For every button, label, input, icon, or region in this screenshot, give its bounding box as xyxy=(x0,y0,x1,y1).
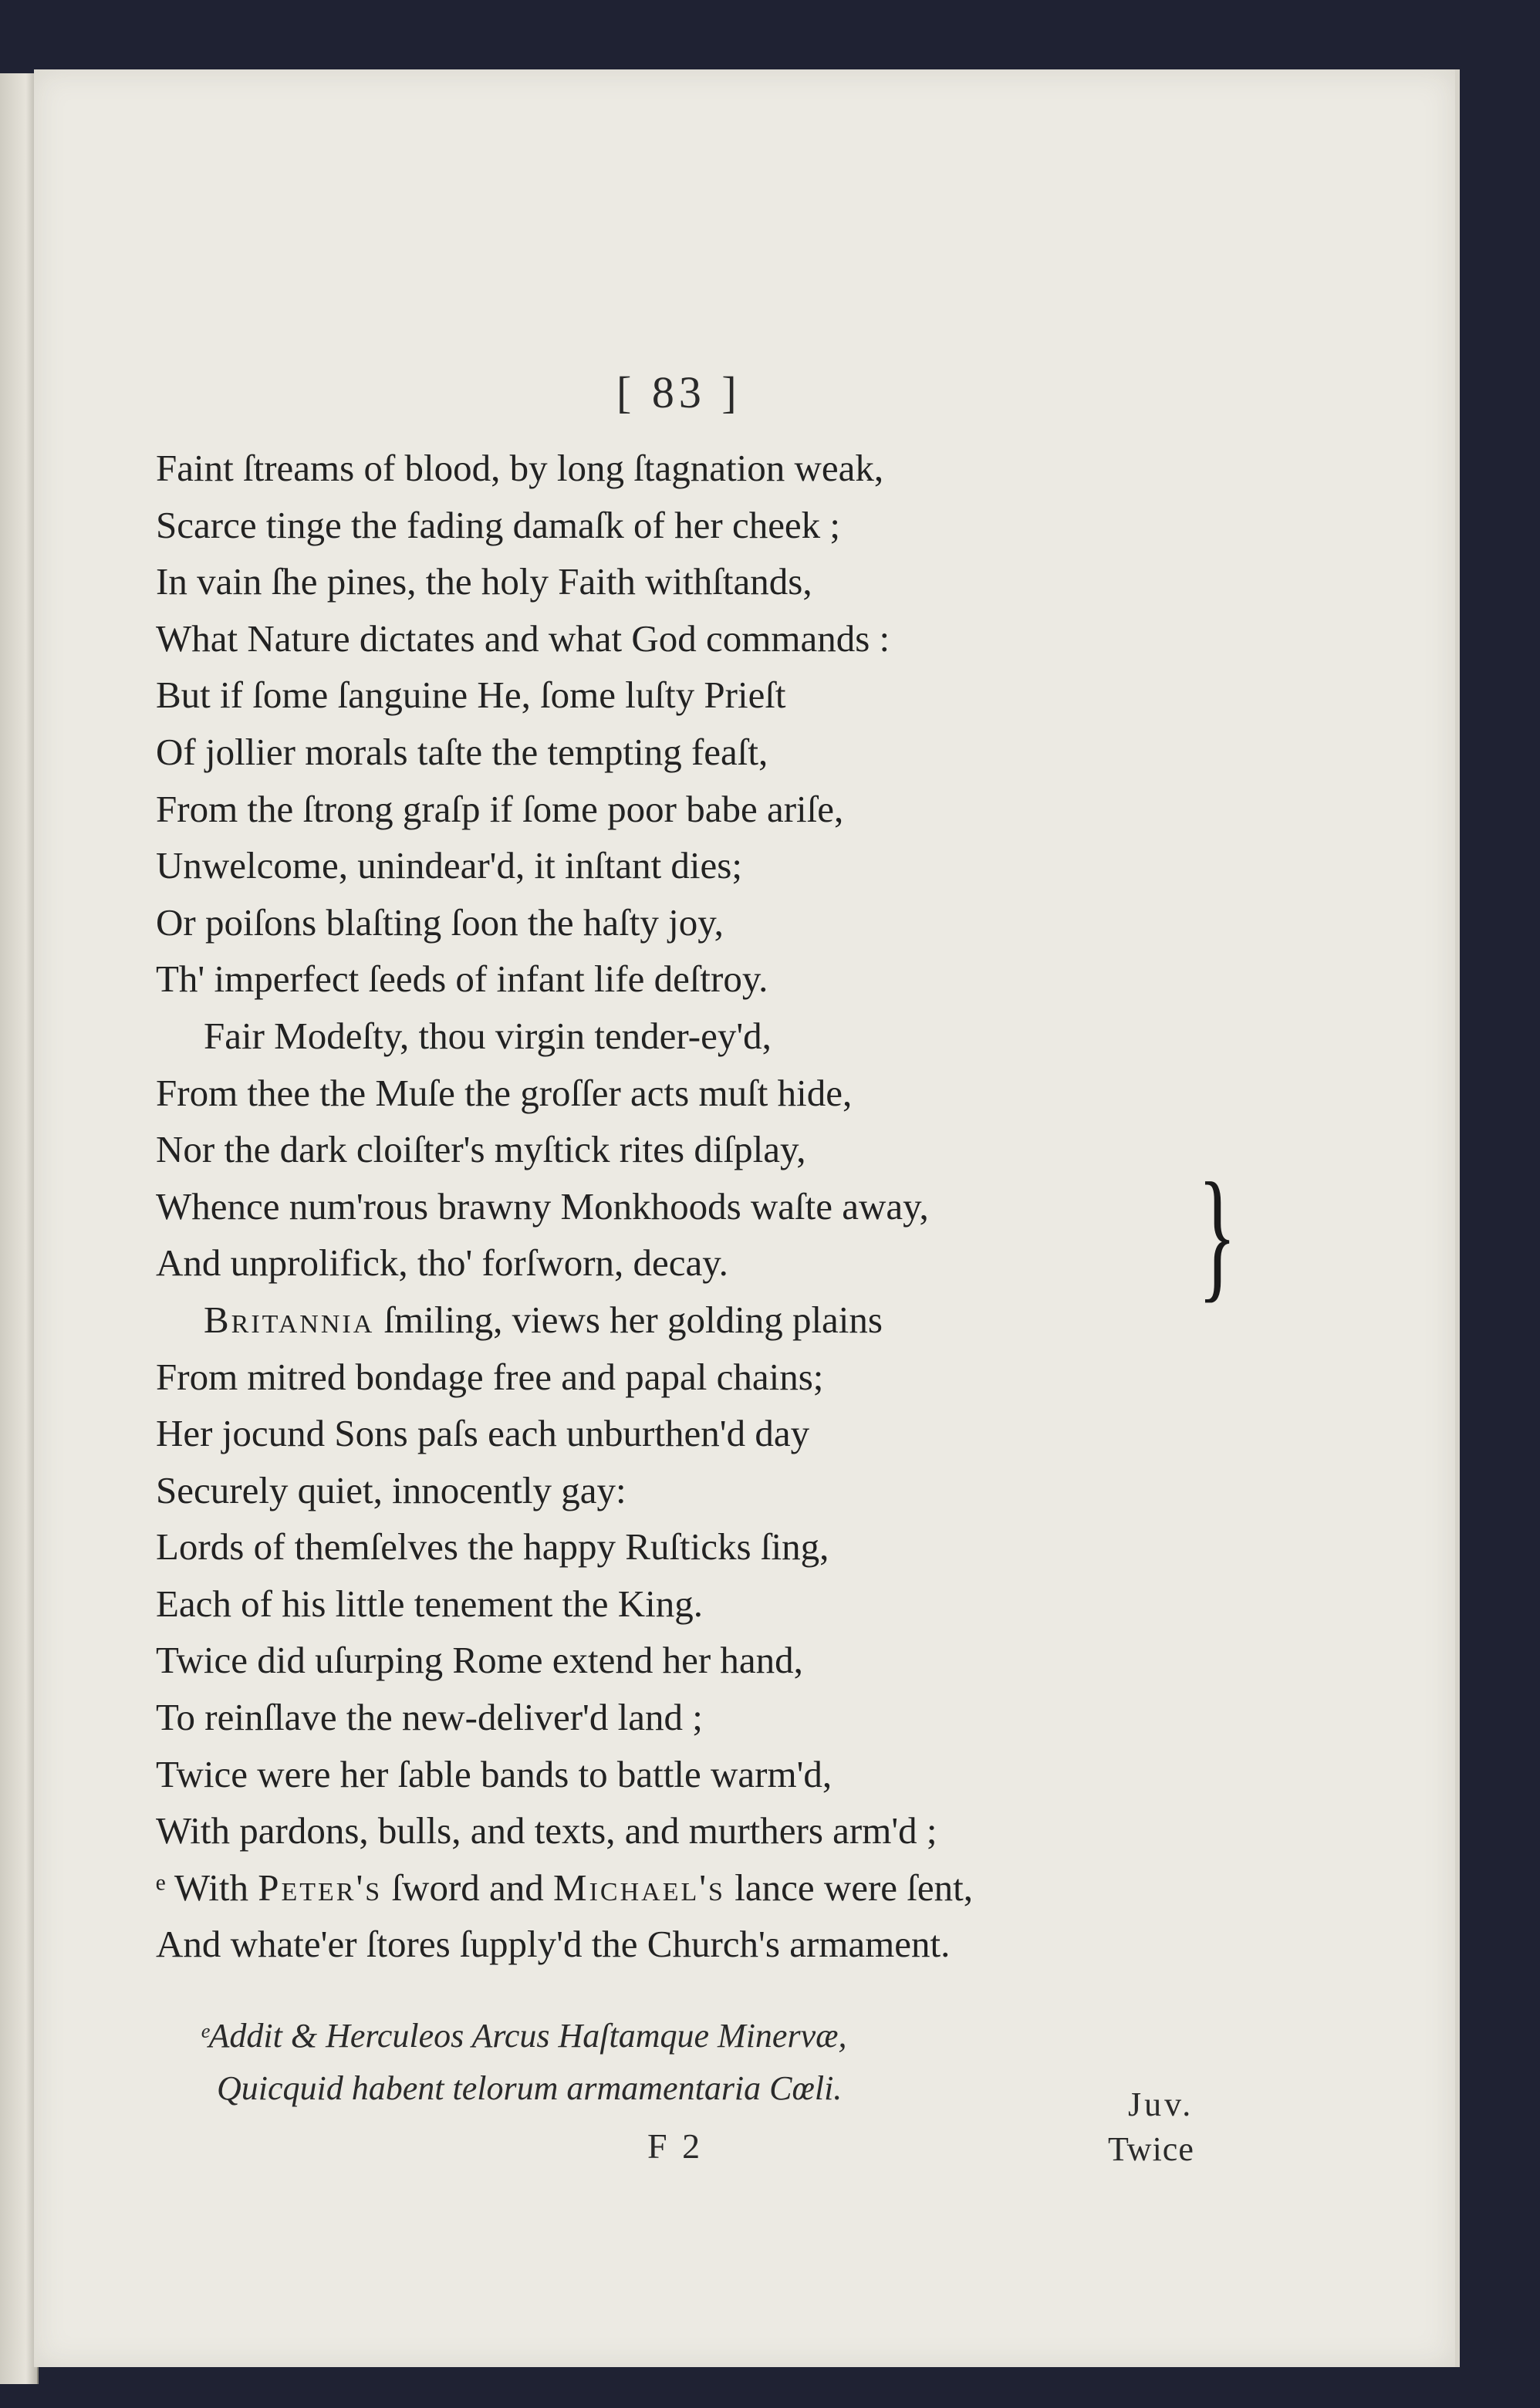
triplet-brace: } xyxy=(1197,1153,1237,1315)
verse-line: Fair Modeſty, thou virgin tender-ey'd, xyxy=(204,1014,772,1057)
footnote xyxy=(200,2010,1265,2115)
verse-line-text: ſmiling, views her golding plains xyxy=(383,1298,883,1341)
verse-line-footnote-ref xyxy=(156,1859,1251,1917)
page-sheet xyxy=(34,69,1460,2367)
small-caps-name: Britannia xyxy=(204,1298,375,1341)
verse-line: What Nature dictates and what God commands : xyxy=(156,616,890,660)
verse-line: Twice were her ſable bands to battle warm'd, xyxy=(156,1752,832,1795)
verse-line: And whate'er ſtores ſupply'd the Church's armament. xyxy=(156,1923,951,1966)
verse-line-text: lance were ſent, xyxy=(735,1866,974,1909)
verse-line: With pardons, bulls, and texts, and murthers arm'd ; xyxy=(156,1809,937,1852)
verse-line: Th' imperfect ſeeds of infant life deſtroy. xyxy=(156,957,768,1001)
verse-line-britannia xyxy=(156,1292,1251,1349)
verse-line: Faint ſtreams of blood, by long ſtagnation weak, xyxy=(156,447,884,489)
page-number: [ 83 ] xyxy=(616,367,741,417)
verse-line: Whence num'rous brawny Monkhoods waſte away, xyxy=(156,1184,929,1228)
verse-line: Or poiſons blaſting ſoon the haſty joy, xyxy=(156,900,724,944)
verse-line: Unwelcome, unindear'd, it inſtant dies; xyxy=(156,844,742,887)
verse-line: Twice did uſurping Rome extend her hand, xyxy=(156,1639,803,1682)
signature-mark: F 2 xyxy=(647,2126,704,2166)
verse-line: Her jocund Sons paſs each unburthen'd day xyxy=(156,1412,810,1455)
verse-line: Of jollier morals taſte the tempting feaſt, xyxy=(156,730,768,773)
verse-line: From mitred bondage free and papal chains; xyxy=(156,1355,824,1398)
verse-line: Securely quiet, innocently gay: xyxy=(156,1468,626,1511)
verse-line-text: ſword and xyxy=(391,1866,544,1909)
footnote-source: Juv. xyxy=(1128,2085,1194,2123)
verse-line: Each of his little tenement the King. xyxy=(156,1582,703,1625)
catchword: Twice xyxy=(1108,2130,1194,2168)
footnote-line: Quicquid habent telorum armamentaria Cœli. xyxy=(217,2069,843,2107)
verse-line-text: ᵉ With xyxy=(156,1866,248,1909)
footnote-line: ᵉAddit & Herculeos Arcus Haſtamque Minervæ, xyxy=(200,2017,847,2055)
verse-line: From the ſtrong graſp if ſome poor babe ariſe, xyxy=(156,787,844,830)
left-page-edge xyxy=(0,73,39,2384)
small-caps-name: Michael's xyxy=(553,1866,725,1909)
verse-line: Scarce tinge the fading damaſk of her cheek ; xyxy=(156,503,841,546)
verse-line: In vain ſhe pines, the holy Faith withſtands, xyxy=(156,560,812,603)
verse-line: Nor the dark cloiſter's myſtick rites diſplay, xyxy=(156,1128,806,1171)
verse-line: From thee the Muſe the groſſer acts muſt hide, xyxy=(156,1071,853,1114)
verse-line: And unprolifick, tho' forſworn, decay. xyxy=(156,1241,728,1285)
small-caps-name: Peter's xyxy=(258,1866,383,1909)
verse-line: To reinſlave the new-deliver'd land ; xyxy=(156,1696,703,1739)
poem-text xyxy=(156,440,1251,1973)
verse-line: Lords of themſelves the happy Ruſticks ſing, xyxy=(156,1525,829,1569)
verse-line: But if ſome ſanguine He, ſome luſty Prieſt xyxy=(156,674,786,717)
